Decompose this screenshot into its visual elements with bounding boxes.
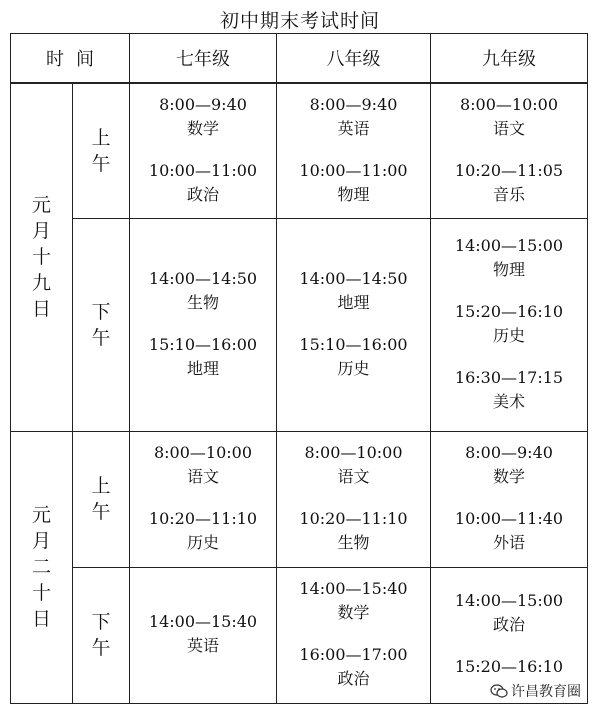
- day-label-char: 九: [31, 272, 51, 295]
- period-label-cell: [73, 431, 130, 567]
- exam-time: 10:20—11:10: [299, 509, 408, 529]
- exam-subject: 语文: [337, 467, 370, 487]
- period-label-char: 午: [91, 326, 111, 349]
- schedule-cell: [431, 83, 588, 219]
- schedule-cell: [130, 431, 277, 567]
- exam-slot: [130, 153, 276, 215]
- exam-subject: 生物: [337, 533, 370, 553]
- schedule-cell: [431, 219, 588, 431]
- day-label-char: 二: [31, 556, 51, 579]
- exam-time: 16:00—17:00: [299, 645, 408, 665]
- exam-subject: 数学: [337, 603, 370, 623]
- exam-time: 15:10—16:00: [148, 334, 258, 354]
- exam-subject: 英语: [337, 118, 370, 138]
- table-row: [11, 219, 588, 431]
- exam-subject: 美术: [492, 391, 525, 411]
- header-grade-8: 八年级: [277, 34, 431, 83]
- exam-time: 8:00—10:00: [153, 443, 253, 463]
- exam-slot: [431, 228, 587, 290]
- table-row: [11, 431, 588, 567]
- schedule-cell: [277, 431, 431, 567]
- schedule-cell: [431, 431, 588, 567]
- exam-subject: 数学: [492, 467, 525, 487]
- period-label-char: 午: [91, 637, 111, 660]
- day-label-char: 元: [31, 194, 51, 217]
- schedule-cell: [277, 83, 431, 219]
- exam-subject: 历史: [337, 358, 370, 378]
- exam-slot: [277, 153, 430, 215]
- wechat-icon: [490, 684, 508, 698]
- exam-time: 15:20—16:10: [454, 301, 564, 321]
- schedule-cell: [277, 219, 431, 431]
- exam-time: 15:20—16:10: [454, 657, 564, 677]
- period-label-char: 下: [91, 611, 111, 634]
- exam-time: 16:30—17:15: [454, 367, 564, 387]
- exam-slot: [277, 435, 430, 497]
- period-label-cell: [73, 567, 130, 703]
- day-label-char: 十: [31, 582, 51, 605]
- exam-time: 8:00—10:00: [459, 94, 559, 114]
- exam-subject: 政治: [186, 184, 219, 204]
- exam-slot: [130, 501, 276, 563]
- page-title: 初中期末考试时间: [219, 10, 380, 32]
- exam-slot: [130, 261, 276, 323]
- exam-slot: [130, 327, 276, 389]
- period-label-char: 午: [91, 152, 111, 175]
- header-time-char: 时: [46, 48, 64, 70]
- exam-time: 14:00—15:00: [454, 591, 564, 611]
- day-label-char: 日: [31, 298, 51, 321]
- exam-slot: [130, 435, 276, 497]
- exam-time: 10:00—11:00: [299, 160, 408, 180]
- exam-time: 15:10—16:00: [299, 334, 408, 354]
- exam-slot: [431, 435, 587, 497]
- exam-subject: 语文: [186, 467, 219, 487]
- header-grade-7: 七年级: [130, 34, 277, 83]
- exam-slot: [277, 501, 430, 563]
- exam-schedule-table: [10, 33, 588, 704]
- exam-time: 14:00—15:40: [299, 579, 408, 599]
- exam-subject: 语文: [492, 118, 525, 138]
- exam-subject: 历史: [492, 325, 525, 345]
- exam-subject: 政治: [337, 669, 370, 689]
- period-label-char: 下: [91, 300, 111, 323]
- exam-slot: [431, 501, 587, 563]
- exam-subject: 外语: [492, 533, 525, 553]
- schedule-cell: [277, 567, 431, 703]
- watermark: [487, 680, 584, 702]
- header-row: [11, 34, 588, 83]
- table-row: [11, 83, 588, 219]
- period-label-cell: [73, 219, 130, 431]
- header-time-char: 间: [76, 48, 94, 70]
- exam-time: 14:00—15:00: [454, 235, 564, 255]
- exam-subject: 数学: [186, 118, 219, 138]
- schedule-cell: [130, 567, 277, 703]
- exam-slot: [277, 261, 430, 323]
- exam-slot: [277, 637, 430, 699]
- day-label-char: 月: [31, 220, 51, 243]
- exam-slot: [277, 327, 430, 389]
- exam-slot: [431, 87, 587, 149]
- exam-slot: [277, 87, 430, 149]
- day-label-cell: [11, 83, 73, 432]
- day-label-char: 月: [31, 530, 51, 553]
- exam-time: 8:00—9:40: [309, 94, 398, 114]
- exam-time: 8:00—9:40: [465, 443, 553, 463]
- exam-subject: 地理: [186, 358, 219, 378]
- exam-slot: [130, 87, 276, 149]
- exam-subject: 物理: [337, 184, 370, 204]
- day-label-char: 元: [31, 504, 51, 527]
- exam-subject: 音乐: [492, 184, 525, 204]
- exam-time: 8:00—10:00: [304, 443, 403, 463]
- exam-slot: [431, 360, 587, 422]
- schedule-cell: [130, 219, 277, 431]
- exam-time: 8:00—9:40: [159, 94, 247, 114]
- period-label-char: 上: [91, 126, 111, 149]
- exam-time: 14:00—14:50: [299, 268, 408, 288]
- exam-time: 10:20—11:10: [148, 509, 258, 529]
- exam-slot: [431, 294, 587, 356]
- watermark-text: 许昌教育圈: [511, 684, 581, 700]
- period-label-cell: [73, 83, 130, 219]
- day-label-char: 十: [31, 246, 51, 269]
- exam-time: 10:20—11:05: [454, 160, 564, 180]
- exam-slot: [130, 604, 276, 666]
- day-label-cell: [11, 431, 73, 703]
- exam-subject: 英语: [186, 636, 219, 656]
- exam-subject: 政治: [492, 615, 525, 635]
- exam-slot: [431, 583, 587, 645]
- exam-time: 14:00—14:50: [148, 268, 258, 288]
- schedule-cell: [130, 83, 277, 219]
- exam-slot: [431, 153, 587, 215]
- exam-subject: 地理: [337, 292, 370, 312]
- exam-subject: 生物: [186, 292, 219, 312]
- exam-subject: 物理: [492, 259, 525, 279]
- header-grade-9: 九年级: [431, 34, 588, 83]
- exam-time: 10:00—11:00: [148, 160, 258, 180]
- period-label-char: 上: [91, 475, 111, 498]
- day-label-char: 日: [31, 608, 51, 631]
- period-label-char: 午: [91, 501, 111, 524]
- exam-time: 14:00—15:40: [148, 612, 258, 632]
- exam-slot: [277, 571, 430, 633]
- exam-time: 10:00—11:40: [454, 509, 564, 529]
- exam-subject: 历史: [186, 533, 219, 553]
- header-time-cell: [11, 34, 130, 83]
